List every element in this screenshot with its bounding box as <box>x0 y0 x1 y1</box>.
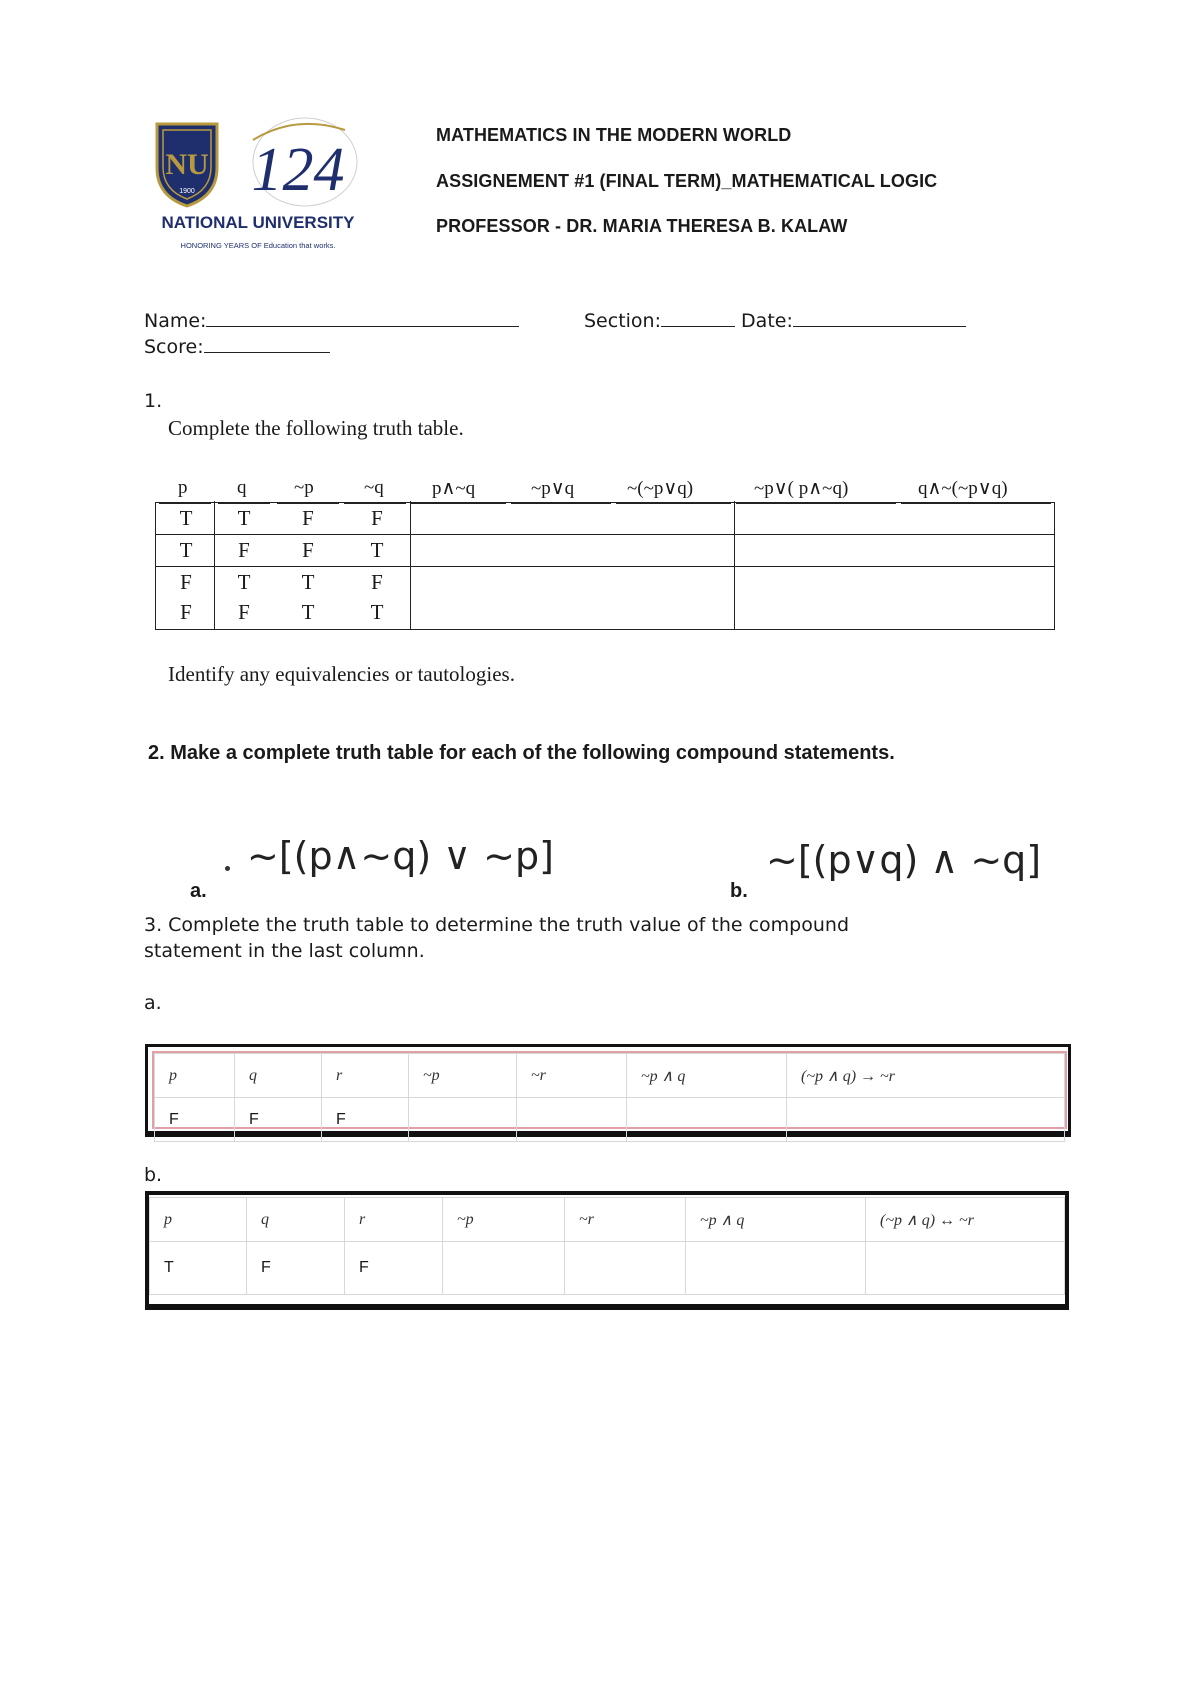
q3a-truth-table <box>154 1053 1065 1142</box>
q3b-cell[interactable]: F <box>345 1242 443 1295</box>
q1-cell[interactable]: T <box>301 570 315 594</box>
q1-header-not-p-or-q: ~p∨q <box>531 478 575 499</box>
score-field[interactable] <box>144 336 330 358</box>
q2-instruction: 2. Make a complete truth table for each of the following compound statements. <box>148 742 895 764</box>
q3b-label: b. <box>144 1164 163 1186</box>
assignment-title: ASSIGNEMENT #1 (FINAL TERM)_MATHEMATICAL LOGIC <box>436 171 938 191</box>
q3a-cell[interactable]: F <box>322 1098 409 1142</box>
q3b-header-biconditional: (~p ∧ q) ↔ ~r <box>866 1198 1065 1242</box>
score-label: Score: <box>144 336 204 358</box>
q3b-header-not-p-and-q: ~p ∧ q <box>686 1198 866 1242</box>
q3b-header-not-p: ~p <box>443 1198 565 1242</box>
professor-name: PROFESSOR - DR. MARIA THERESA B. KALAW <box>436 216 848 236</box>
q2b-label: b. <box>730 880 748 902</box>
q3a-header-not-r: ~r <box>517 1054 627 1098</box>
q1-cell[interactable]: F <box>238 538 250 562</box>
q1-header-q-and-not-paren: q∧~(~p∨q) <box>918 478 1008 499</box>
course-title: MATHEMATICS IN THE MODERN WORLD <box>436 125 792 145</box>
seal-letters: NU <box>165 148 209 181</box>
name-label: Name: <box>144 310 207 332</box>
q3a-cell[interactable] <box>627 1098 787 1142</box>
q3b-header-p: p <box>150 1198 247 1242</box>
q1-header-q: q <box>237 477 247 498</box>
q3b-truth-table <box>149 1197 1065 1295</box>
q3a-label: a. <box>144 992 162 1014</box>
q1-header-not-p-or-paren: ~p∨( p∧~q) <box>754 478 849 499</box>
q3-instruction-line1: 3. Complete the truth table to determine the truth value of the compound <box>144 914 850 936</box>
q3a-table-frame <box>145 1044 1071 1137</box>
q1-cell[interactable]: T <box>370 600 384 624</box>
section-label: Section: <box>584 310 661 332</box>
q3a-header-r: r <box>322 1054 409 1098</box>
section-field[interactable] <box>584 310 966 332</box>
q3a-header-p: p <box>155 1054 235 1098</box>
q3a-cell[interactable] <box>409 1098 517 1142</box>
q1-truth-table <box>155 502 1055 630</box>
q1-number: 1. <box>144 390 163 412</box>
q3b-table-frame <box>145 1191 1069 1310</box>
q3a-cell[interactable] <box>787 1098 1065 1142</box>
q1-cell[interactable]: F <box>180 570 192 594</box>
q1-cell[interactable]: F <box>238 600 250 624</box>
q1-cell[interactable]: F <box>302 506 314 530</box>
q3a-header-not-p-and-q: ~p ∧ q <box>627 1054 787 1098</box>
q2a-expression: ~[(p∧~q) ∨ ~p] <box>247 834 554 878</box>
seal-year: 1900 <box>179 188 195 195</box>
q1-cell[interactable]: F <box>371 506 383 530</box>
q3b-cell[interactable]: F <box>247 1242 345 1295</box>
q3b-header-q: q <box>247 1198 345 1242</box>
university-tagline: HONORING YEARS OF Education that works. <box>180 241 336 250</box>
q1-header-p-and-not-q: p∧~q <box>432 478 476 499</box>
q1-cell[interactable]: T <box>179 506 193 530</box>
section-blank[interactable] <box>661 325 735 327</box>
q1-cell[interactable]: F <box>371 570 383 594</box>
q3b-cell[interactable] <box>565 1242 686 1295</box>
q1-cell[interactable]: F <box>302 538 314 562</box>
q1-header-not-p: ~p <box>294 477 314 498</box>
q3b-cell[interactable]: T <box>150 1242 247 1295</box>
q1-cell[interactable]: T <box>179 538 193 562</box>
q1-cell[interactable]: F <box>180 600 192 624</box>
name-field[interactable] <box>144 310 519 332</box>
q1-cell[interactable]: T <box>301 600 315 624</box>
q3b-header-r: r <box>345 1198 443 1242</box>
q1-followup: Identify any equivalencies or tautologies. <box>168 662 515 686</box>
q3-instruction-line2: statement in the last column. <box>144 940 425 962</box>
q3a-header-conditional: (~p ∧ q) → ~r <box>787 1054 1065 1098</box>
q1-cell[interactable]: T <box>237 506 251 530</box>
q1-cell[interactable]: T <box>370 538 384 562</box>
q3a-header-q: q <box>235 1054 322 1098</box>
q3a-cell[interactable]: F <box>235 1098 322 1142</box>
university-name: NATIONAL UNIVERSITY <box>161 213 355 232</box>
university-seal-icon <box>145 110 371 262</box>
q3a-cell[interactable]: F <box>155 1098 235 1142</box>
q2a-label: a. <box>190 880 207 902</box>
q2b-expression: ~[(p∨q) ∧ ~q] <box>766 838 1042 882</box>
university-logo <box>145 110 371 262</box>
q1-header-not-q: ~q <box>364 477 384 498</box>
q1-instruction: Complete the following truth table. <box>168 416 464 440</box>
q3a-header-not-p: ~p <box>409 1054 517 1098</box>
name-blank[interactable] <box>206 325 519 327</box>
q3b-header-not-r: ~r <box>565 1198 686 1242</box>
bullet-dot <box>225 866 230 871</box>
q3b-cell[interactable] <box>686 1242 866 1295</box>
q3b-cell[interactable] <box>866 1242 1065 1295</box>
q1-header-not-paren: ~(~p∨q) <box>627 478 694 499</box>
date-blank[interactable] <box>793 325 966 327</box>
q1-cell[interactable]: T <box>237 570 251 594</box>
score-blank[interactable] <box>204 351 330 353</box>
q3b-cell[interactable] <box>443 1242 565 1295</box>
q1-header-p: p <box>178 477 188 498</box>
q3a-cell[interactable] <box>517 1098 627 1142</box>
date-label: Date: <box>741 310 793 332</box>
anniversary-number: 124 <box>251 136 345 204</box>
